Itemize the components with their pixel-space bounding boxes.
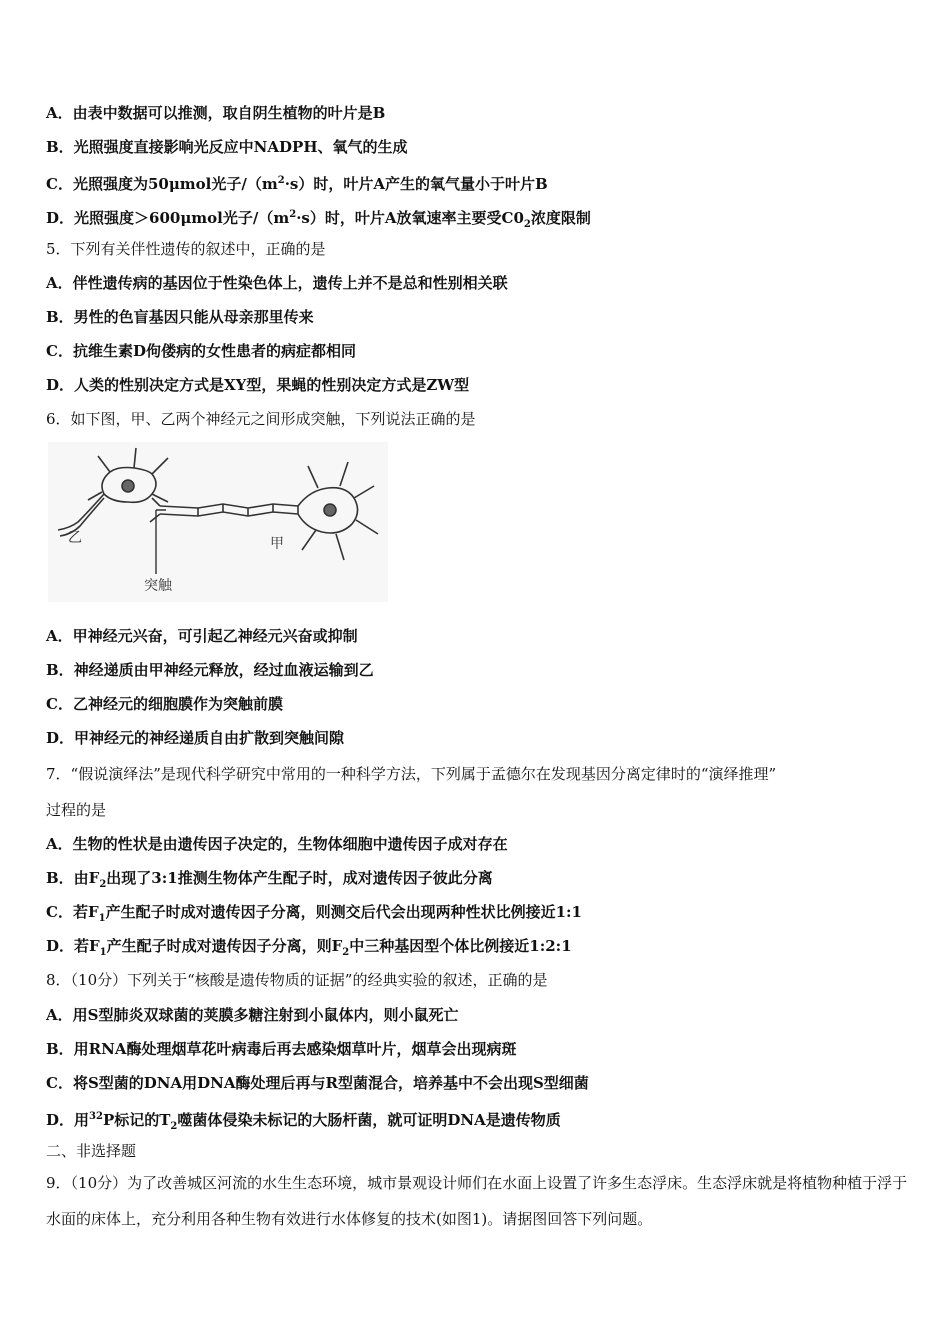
q7-stem-line2: 过程的是 (46, 801, 107, 819)
label-jia: 甲 (270, 536, 284, 552)
q7-option-a: A．生物的性状是由遗传因子决定的，生物体细胞中遗传因子成对存在 (46, 835, 508, 853)
q7-option-d: D．若$F_1$产生配子时成对遗传因子分离，则$F_2$中三种基因型个体比例接近1:2:1 (46, 937, 572, 958)
q6-stem: 6．如下图，甲、乙两个神经元之间形成突触，下列说法正确的是 (46, 410, 476, 428)
q6-option-b: B．神经递质由甲神经元释放，经过血液运输到乙 (46, 661, 374, 679)
q4-option-b: B．光照强度直接影响光反应中NADPH、氧气的生成 (46, 138, 408, 156)
q7-option-b: B．由$F_2$出现了3:1推测生物体产生配子时，成对遗传因子彼此分离 (46, 869, 493, 890)
q5-option-d: D．人类的性别决定方式是XY型，果蝇的性别决定方式是ZW型 (46, 376, 470, 394)
q4-option-d: D．光照强度＞600μmol光子$/(m^2\cdot s)$时，叶片A放氧速率主要受$C0_2$浓度限制 (46, 209, 591, 230)
q8-option-c: C．将S型菌的DNA用DNA酶处理后再与R型菌混合，培养基中不会出现S型细菌 (46, 1074, 589, 1092)
label-yi: 乙 (68, 530, 82, 546)
q7-option-c: C．若$F_1$产生配子时成对遗传因子分离，则测交后代会出现两种性状比例接近1:1 (46, 903, 582, 924)
q5-option-b: B．男性的色盲基因只能从母亲那里传来 (46, 308, 314, 326)
q8-option-b: B．用RNA酶处理烟草花叶病毒后再去感染烟草叶片，烟草会出现病斑 (46, 1040, 517, 1058)
q4-option-c: C．光照强度为50μmol光子$/(m^2\cdot s)$时，叶片A产生的氧气量小于叶片B (46, 175, 548, 193)
section-heading: 二、非选择题 (46, 1142, 137, 1160)
q6-option-d: D．甲神经元的神经递质自由扩散到突触间隙 (46, 729, 345, 747)
q6-option-a: A．甲神经元兴奋，可引起乙神经元兴奋或抑制 (46, 627, 358, 645)
q8-option-d: D．用$^{32}$P标记的$T_2$噬菌体侵染未标记的大肠杆菌，就可证明DNA是遗传物质 (46, 1111, 561, 1132)
neuron-synapse-figure (48, 442, 388, 602)
q8-option-a: A．用S型肺炎双球菌的荚膜多糖注射到小鼠体内，则小鼠死亡 (46, 1006, 459, 1024)
q9-text: 9．（10分）为了改善城区河流的水生生态环境，城市景观设计师们在水面上设置了许多生态浮床。生态浮床就是将植物种植于浮于水面的床体上，充分利用各种生物有效进行水体修复的技术(如图1)。请据图回答下列问题。 (46, 1174, 908, 1228)
q8-stem: 8．（10分）下列关于“核酸是遗传物质的证据”的经典实验的叙述，正确的是 (46, 971, 548, 989)
label-synapse: 突触 (144, 578, 172, 594)
q4-option-a: A．由表中数据可以推测，取自阴生植物的叶片是B (46, 104, 386, 122)
q5-stem: 5．下列有关伴性遗传的叙述中，正确的是 (46, 240, 326, 258)
q7-stem-line1: 7．“假说演绎法”是现代科学研究中常用的一种科学方法，下列属于孟德尔在发现基因分离定律时的“演绎推理” (46, 765, 777, 783)
q6-option-c: C．乙神经元的细胞膜作为突触前膜 (46, 695, 283, 713)
q5-option-a: A．伴性遗传病的基因位于性染色体上，遗传上并不是总和性别相关联 (46, 274, 508, 292)
q5-option-c: C．抗维生素D佝偻病的女性患者的病症都相同 (46, 342, 356, 360)
